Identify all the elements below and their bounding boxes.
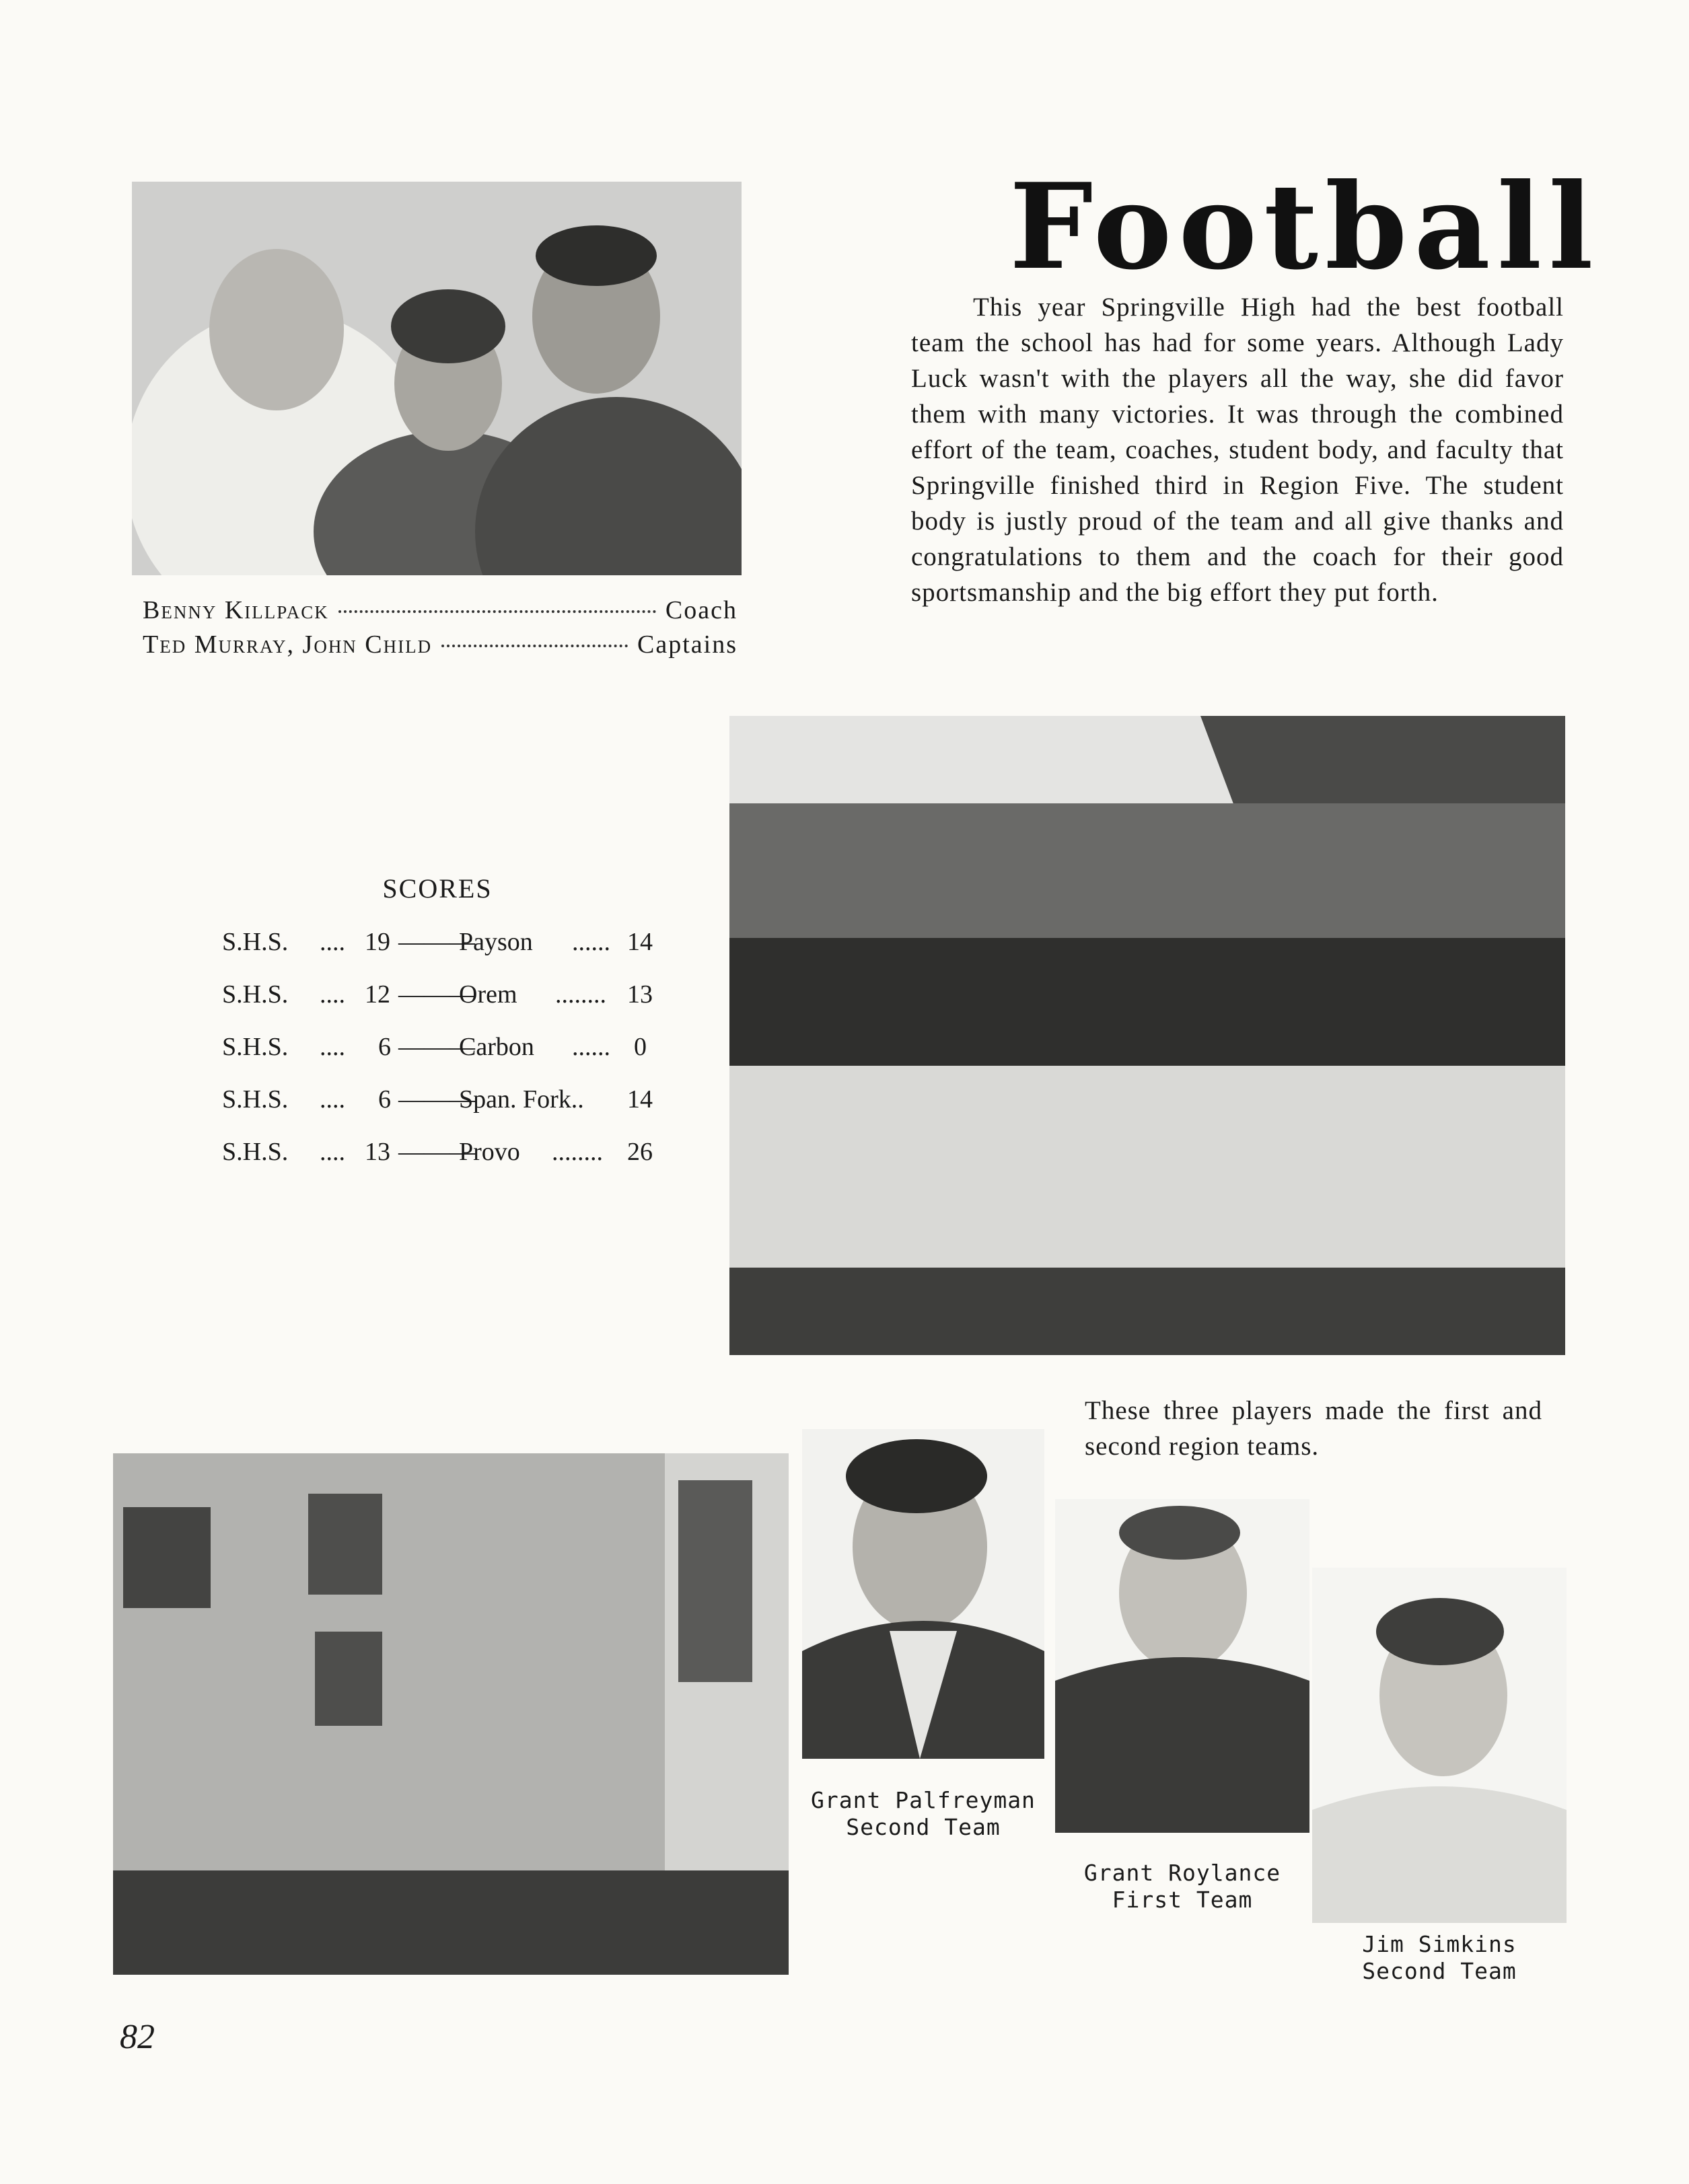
leader: .... xyxy=(320,1033,345,1061)
score-row xyxy=(222,1032,659,1066)
leader: .... xyxy=(320,1085,345,1114)
player-team: First Team xyxy=(1112,1887,1253,1913)
team-photo xyxy=(729,716,1565,1355)
leader-dots xyxy=(441,645,628,647)
player-team: Second Team xyxy=(1362,1958,1517,1984)
credit-coach xyxy=(143,595,738,625)
player-team: Second Team xyxy=(846,1814,1001,1840)
player-caption xyxy=(802,1787,1044,1841)
page-title: Football xyxy=(1009,158,1600,296)
credit-name: Benny Killpack xyxy=(143,596,329,624)
leader: ........ xyxy=(555,980,606,1009)
leader: ...... xyxy=(572,1033,610,1061)
opponent: Payson xyxy=(459,928,533,956)
player-caption xyxy=(1312,1931,1567,1985)
dash: ——— xyxy=(398,1138,475,1166)
leader-dots xyxy=(338,610,656,613)
leader: ........ xyxy=(552,1138,603,1166)
home-team: S.H.S. xyxy=(222,928,289,956)
credit-name: Ted Murray, John Child xyxy=(143,630,433,659)
home-team: S.H.S. xyxy=(222,980,289,1009)
score-row xyxy=(222,980,659,1013)
credit-role: Captains xyxy=(637,630,738,659)
dash: ——— xyxy=(398,928,475,956)
leader: .... xyxy=(320,980,345,1009)
home-score: 6 xyxy=(378,1033,391,1061)
home-score: 12 xyxy=(365,980,390,1009)
intro-paragraph: This year Springville High had the best football team the school has had for some years. Although Lady Luck wasn't with the players all the way, she did favor them with many victories. It was through the combined effort of the team, coaches, student body, and faculty that Springville finished third in Region Five. The student body is justly proud of the team and all give thanks and congratulations to them and the coach for their good sportsmanship and the big effort they put forth. xyxy=(911,293,1564,607)
dash: ——— xyxy=(398,1033,475,1061)
player-portrait xyxy=(1312,1568,1567,1923)
home-score: 13 xyxy=(365,1138,390,1166)
scores-heading: SCORES xyxy=(382,873,493,904)
home-score: 19 xyxy=(365,928,390,956)
opponent-score: 26 xyxy=(627,1138,653,1166)
opponent: Carbon xyxy=(459,1033,534,1061)
coach-captains-photo xyxy=(132,182,742,575)
player-name: Jim Simkins xyxy=(1362,1931,1517,1957)
home-team: S.H.S. xyxy=(222,1138,289,1166)
score-row xyxy=(222,1085,659,1118)
player-portrait xyxy=(802,1429,1044,1759)
score-row xyxy=(222,1137,659,1171)
opponent-score: 14 xyxy=(627,928,653,956)
leader: .... xyxy=(320,1138,345,1166)
player-name: Grant Roylance xyxy=(1083,1860,1281,1886)
opponent-score: 0 xyxy=(634,1033,647,1061)
credit-role: Coach xyxy=(665,596,738,624)
score-row xyxy=(222,927,659,961)
dash: ——— xyxy=(398,1085,475,1114)
home-score: 6 xyxy=(378,1085,391,1114)
player-caption xyxy=(1055,1860,1309,1914)
home-team: S.H.S. xyxy=(222,1085,289,1114)
player-name: Grant Palfreyman xyxy=(811,1787,1036,1813)
opponent-score: 14 xyxy=(627,1085,653,1114)
opponent: Orem xyxy=(459,980,517,1009)
leader: .... xyxy=(320,928,345,956)
region-teams-text: These three players made the first and second region teams. xyxy=(1085,1396,1542,1461)
credit-captains xyxy=(143,630,738,659)
opponent: Span. Fork.. xyxy=(459,1085,584,1114)
player-portrait xyxy=(1055,1499,1309,1833)
game-action-photo xyxy=(113,1453,789,1975)
opponent: Provo xyxy=(459,1138,520,1166)
opponent-score: 13 xyxy=(627,980,653,1009)
dash: ——— xyxy=(398,980,475,1009)
page-number: 82 xyxy=(120,2018,155,2056)
home-team: S.H.S. xyxy=(222,1033,289,1061)
leader: ...... xyxy=(572,928,610,956)
